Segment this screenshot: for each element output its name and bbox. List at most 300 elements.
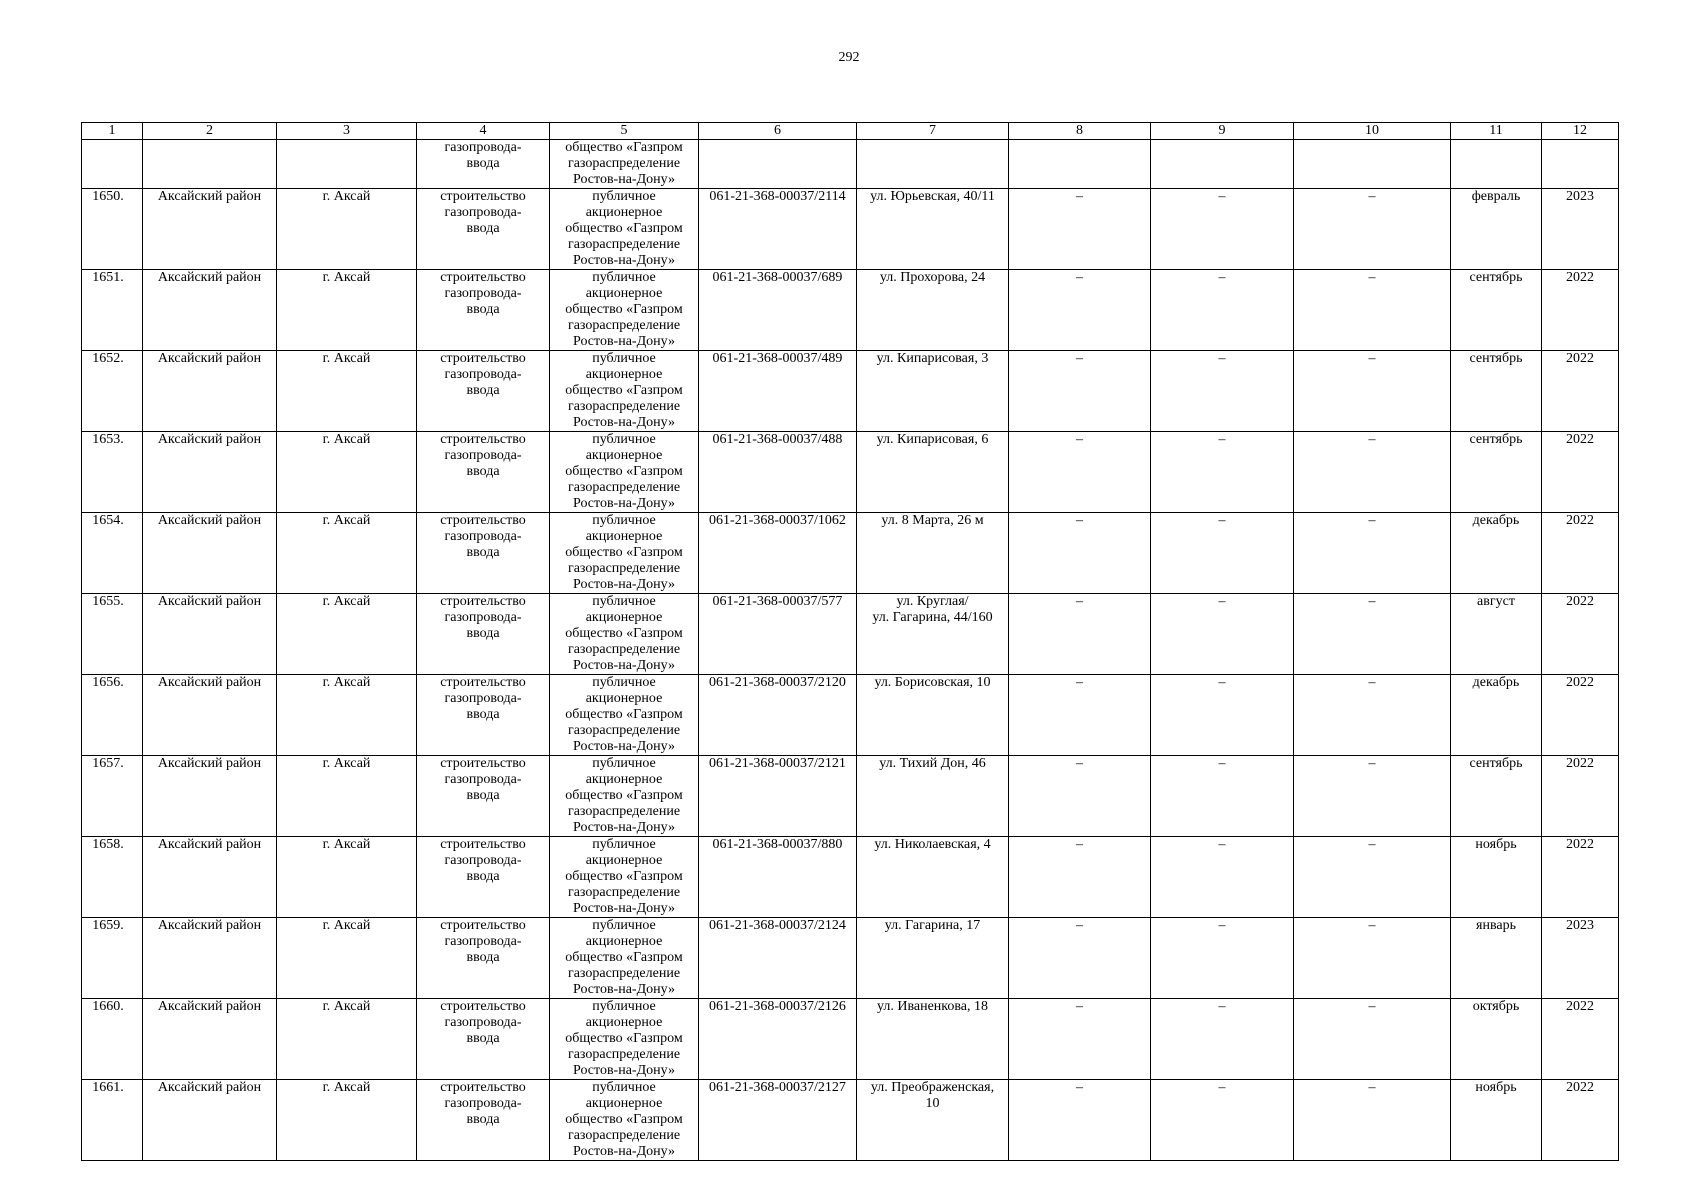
cell-month: сентябрь xyxy=(1451,270,1542,351)
cell-permit-code: 061-21-368-00037/880 xyxy=(699,837,857,918)
cell-line: строительство xyxy=(440,270,526,285)
cell-month: декабрь xyxy=(1451,675,1542,756)
cell-line: газораспределение xyxy=(567,1128,681,1143)
cell-city xyxy=(277,140,417,189)
cell-line: Ростов-на-Дону» xyxy=(573,577,675,592)
cell-line: газораспределение xyxy=(567,723,681,738)
page-number: 292 xyxy=(838,50,860,65)
cell-work-type xyxy=(417,675,550,756)
cell-number xyxy=(82,140,143,189)
cell-line: газопровода- xyxy=(444,1096,522,1111)
cell-line: акционерное xyxy=(585,691,663,706)
cell-permit-code: 061-21-368-00037/2121 xyxy=(699,756,857,837)
cell-work-type xyxy=(417,999,550,1080)
cell-line: газопровода- xyxy=(444,140,522,155)
cell-line: публичное xyxy=(592,351,656,366)
cell-district: Аксайский район xyxy=(143,918,277,999)
cell-col-10: – xyxy=(1294,756,1451,837)
column-number-row xyxy=(82,123,1619,140)
table-row xyxy=(82,756,1619,837)
cell-address xyxy=(857,351,1009,432)
cell-organization xyxy=(550,837,699,918)
cell-col-8: – xyxy=(1009,513,1151,594)
cell-line: газораспределение xyxy=(567,156,681,171)
cell-line: акционерное xyxy=(585,448,663,463)
cell-line: строительство xyxy=(440,756,526,771)
cell-address xyxy=(857,756,1009,837)
cell-number: 1658. xyxy=(82,837,143,918)
cell-year: 2022 xyxy=(1542,432,1619,513)
cell-organization xyxy=(550,140,699,189)
cell-col-10: – xyxy=(1294,594,1451,675)
cell-line: общество «Газпром xyxy=(565,950,683,965)
cell-line: газораспределение xyxy=(567,561,681,576)
cell-line: строительство xyxy=(440,1080,526,1095)
cell-line: ввода xyxy=(466,1031,500,1046)
cell-organization xyxy=(550,189,699,270)
cell-line: Ростов-на-Дону» xyxy=(573,982,675,997)
cell-col-9: – xyxy=(1151,351,1294,432)
column-header-1: 1 xyxy=(82,123,143,140)
cell-line: строительство xyxy=(440,432,526,447)
cell-line: газопровода- xyxy=(444,205,522,220)
cell-year: 2022 xyxy=(1542,513,1619,594)
cell-organization xyxy=(550,351,699,432)
cell-line: Ростов-на-Дону» xyxy=(573,901,675,916)
cell-col-9: – xyxy=(1151,999,1294,1080)
cell-line: общество «Газпром xyxy=(565,464,683,479)
cell-line: строительство xyxy=(440,189,526,204)
cell-line: газораспределение xyxy=(567,480,681,495)
cell-district: Аксайский район xyxy=(143,999,277,1080)
cell-permit-code: 061-21-368-00037/2126 xyxy=(699,999,857,1080)
cell-work-type xyxy=(417,432,550,513)
cell-line: ввода xyxy=(466,950,500,965)
cell-line: газораспределение xyxy=(567,399,681,414)
cell-city: г. Аксай xyxy=(277,432,417,513)
cell-address xyxy=(857,1080,1009,1161)
cell-work-type xyxy=(417,756,550,837)
cell-permit-code: 061-21-368-00037/1062 xyxy=(699,513,857,594)
cell-line: акционерное xyxy=(585,934,663,949)
cell-city: г. Аксай xyxy=(277,999,417,1080)
cell-permit-code: 061-21-368-00037/689 xyxy=(699,270,857,351)
cell-col-8: – xyxy=(1009,1080,1151,1161)
cell-permit-code: 061-21-368-00037/2120 xyxy=(699,675,857,756)
cell-line: акционерное xyxy=(585,772,663,787)
cell-line: Ростов-на-Дону» xyxy=(573,658,675,673)
cell-line: 10 xyxy=(925,1096,940,1111)
cell-line: публичное xyxy=(592,432,656,447)
cell-address xyxy=(857,270,1009,351)
cell-organization xyxy=(550,918,699,999)
column-header-8: 8 xyxy=(1009,123,1151,140)
cell-city: г. Аксай xyxy=(277,675,417,756)
cell-line: ввода xyxy=(466,221,500,236)
cell-line: газораспределение xyxy=(567,885,681,900)
column-header-3: 3 xyxy=(277,123,417,140)
cell-year: 2023 xyxy=(1542,918,1619,999)
table-body xyxy=(82,140,1619,1161)
cell-district: Аксайский район xyxy=(143,1080,277,1161)
table-row xyxy=(82,189,1619,270)
cell-col-9: – xyxy=(1151,432,1294,513)
cell-year: 2022 xyxy=(1542,756,1619,837)
cell-line: газораспределение xyxy=(567,966,681,981)
cell-col-9: – xyxy=(1151,513,1294,594)
table-row xyxy=(82,432,1619,513)
cell-district: Аксайский район xyxy=(143,351,277,432)
cell-col-9: – xyxy=(1151,1080,1294,1161)
cell-work-type xyxy=(417,189,550,270)
cell-district: Аксайский район xyxy=(143,189,277,270)
cell-permit-code: 061-21-368-00037/577 xyxy=(699,594,857,675)
cell-address xyxy=(857,594,1009,675)
cell-organization xyxy=(550,513,699,594)
cell-line: акционерное xyxy=(585,853,663,868)
column-header-9: 9 xyxy=(1151,123,1294,140)
cell-city: г. Аксай xyxy=(277,594,417,675)
cell-work-type xyxy=(417,837,550,918)
cell-permit-code: 061-21-368-00037/2127 xyxy=(699,1080,857,1161)
cell-line: газопровода- xyxy=(444,367,522,382)
cell-work-type xyxy=(417,918,550,999)
cell-line: акционерное xyxy=(585,1015,663,1030)
cell-district: Аксайский район xyxy=(143,270,277,351)
cell-col-10: – xyxy=(1294,675,1451,756)
cell-col-10: – xyxy=(1294,270,1451,351)
cell-line: ул. Иваненкова, 18 xyxy=(876,999,989,1014)
cell-col-9: – xyxy=(1151,756,1294,837)
cell-line: ввода xyxy=(466,869,500,884)
cell-line: ул. Преображенская, xyxy=(870,1080,995,1095)
cell-work-type xyxy=(417,594,550,675)
cell-line: публичное xyxy=(592,594,656,609)
cell-col-9: – xyxy=(1151,918,1294,999)
cell-line: публичное xyxy=(592,918,656,933)
cell-col-9: – xyxy=(1151,675,1294,756)
cell-col-9: – xyxy=(1151,189,1294,270)
cell-district: Аксайский район xyxy=(143,513,277,594)
column-header-5: 5 xyxy=(550,123,699,140)
cell-line: ввода xyxy=(466,383,500,398)
cell-col-11 xyxy=(1451,140,1542,189)
cell-line: газораспределение xyxy=(567,804,681,819)
cell-district: Аксайский район xyxy=(143,432,277,513)
cell-col-10 xyxy=(1294,140,1451,189)
cell-col-8: – xyxy=(1009,918,1151,999)
cell-line: ул. Прохорова, 24 xyxy=(879,270,986,285)
cell-line: строительство xyxy=(440,999,526,1014)
cell-col-9 xyxy=(1151,140,1294,189)
cell-col-10: – xyxy=(1294,1080,1451,1161)
cell-line: газораспределение xyxy=(567,237,681,252)
cell-line: общество «Газпром xyxy=(565,545,683,560)
cell-address xyxy=(857,675,1009,756)
cell-col-12 xyxy=(1542,140,1619,189)
column-header-6: 6 xyxy=(699,123,857,140)
cell-city: г. Аксай xyxy=(277,756,417,837)
cell-col-8: – xyxy=(1009,999,1151,1080)
cell-number: 1652. xyxy=(82,351,143,432)
cell-line: Ростов-на-Дону» xyxy=(573,496,675,511)
cell-line: ул. Гагарина, 44/160 xyxy=(872,610,993,625)
cell-line: строительство xyxy=(440,594,526,609)
cell-address xyxy=(857,999,1009,1080)
cell-line: ввода xyxy=(466,1112,500,1127)
cell-line: газопровода- xyxy=(444,934,522,949)
cell-line: общество «Газпром xyxy=(565,869,683,884)
cell-line: газопровода- xyxy=(444,691,522,706)
cell-organization xyxy=(550,1080,699,1161)
cell-line: Ростов-на-Дону» xyxy=(573,739,675,754)
cell-line: ул. Николаевская, 4 xyxy=(874,837,991,852)
cell-number: 1660. xyxy=(82,999,143,1080)
cell-line: газопровода- xyxy=(444,448,522,463)
table-row xyxy=(82,837,1619,918)
table-row xyxy=(82,675,1619,756)
cell-year: 2022 xyxy=(1542,270,1619,351)
cell-month: ноябрь xyxy=(1451,1080,1542,1161)
cell-address xyxy=(857,513,1009,594)
cell-line: ул. Кипарисовая, 3 xyxy=(876,351,989,366)
cell-month: октябрь xyxy=(1451,999,1542,1080)
column-header-11: 11 xyxy=(1451,123,1542,140)
cell-organization xyxy=(550,756,699,837)
cell-line: публичное xyxy=(592,756,656,771)
cell-line: газопровода- xyxy=(444,529,522,544)
cell-organization xyxy=(550,594,699,675)
cell-col-9: – xyxy=(1151,837,1294,918)
cell-line: ввода xyxy=(466,788,500,803)
cell-col-10: – xyxy=(1294,351,1451,432)
cell-number: 1659. xyxy=(82,918,143,999)
cell-line: ул. Круглая/ xyxy=(896,594,969,609)
cell-line: строительство xyxy=(440,837,526,852)
cell-address xyxy=(857,432,1009,513)
cell-line: Ростов-на-Дону» xyxy=(573,820,675,835)
cell-number: 1657. xyxy=(82,756,143,837)
table-row xyxy=(82,351,1619,432)
cell-col-10: – xyxy=(1294,918,1451,999)
cell-line: публичное xyxy=(592,1080,656,1095)
cell-line: ввода xyxy=(466,626,500,641)
table-row-continuation xyxy=(82,140,1619,189)
cell-permit-code: 061-21-368-00037/2124 xyxy=(699,918,857,999)
cell-line: газопровода- xyxy=(444,1015,522,1030)
cell-line: строительство xyxy=(440,351,526,366)
cell-col-10: – xyxy=(1294,189,1451,270)
cell-year: 2022 xyxy=(1542,999,1619,1080)
cell-col-8: – xyxy=(1009,351,1151,432)
cell-col-10: – xyxy=(1294,837,1451,918)
cell-year: 2022 xyxy=(1542,594,1619,675)
cell-col-8: – xyxy=(1009,432,1151,513)
cell-work-type xyxy=(417,513,550,594)
cell-col-10: – xyxy=(1294,999,1451,1080)
cell-line: общество «Газпром xyxy=(565,788,683,803)
cell-city: г. Аксай xyxy=(277,837,417,918)
cell-year: 2022 xyxy=(1542,1080,1619,1161)
cell-permit-code: 061-21-368-00037/489 xyxy=(699,351,857,432)
cell-line: ул. Кипарисовая, 6 xyxy=(876,432,989,447)
cell-organization xyxy=(550,432,699,513)
cell-col-10: – xyxy=(1294,513,1451,594)
cell-district: Аксайский район xyxy=(143,837,277,918)
cell-line: Ростов-на-Дону» xyxy=(573,1063,675,1078)
cell-line: публичное xyxy=(592,837,656,852)
cell-col-8: – xyxy=(1009,675,1151,756)
cell-year: 2023 xyxy=(1542,189,1619,270)
cell-city: г. Аксай xyxy=(277,189,417,270)
cell-work-type xyxy=(417,351,550,432)
cell-line: общество «Газпром xyxy=(565,221,683,236)
cell-month: сентябрь xyxy=(1451,351,1542,432)
cell-col-6 xyxy=(699,140,857,189)
cell-line: строительство xyxy=(440,513,526,528)
cell-line: газораспределение xyxy=(567,642,681,657)
column-header-10: 10 xyxy=(1294,123,1451,140)
cell-line: газораспределение xyxy=(567,318,681,333)
cell-col-9: – xyxy=(1151,270,1294,351)
table-row xyxy=(82,594,1619,675)
cell-city: г. Аксай xyxy=(277,270,417,351)
cell-city: г. Аксай xyxy=(277,513,417,594)
cell-line: публичное xyxy=(592,270,656,285)
cell-number: 1654. xyxy=(82,513,143,594)
cell-line: публичное xyxy=(592,189,656,204)
cell-permit-code: 061-21-368-00037/2114 xyxy=(699,189,857,270)
cell-district: Аксайский район xyxy=(143,756,277,837)
cell-line: общество «Газпром xyxy=(565,707,683,722)
cell-col-8: – xyxy=(1009,594,1151,675)
table-row xyxy=(82,270,1619,351)
cell-line: газопровода- xyxy=(444,853,522,868)
cell-month: сентябрь xyxy=(1451,432,1542,513)
cell-organization xyxy=(550,675,699,756)
cell-line: общество «Газпром xyxy=(565,383,683,398)
cell-district: Аксайский район xyxy=(143,594,277,675)
cell-col-8: – xyxy=(1009,189,1151,270)
cell-year: 2022 xyxy=(1542,837,1619,918)
cell-line: ул. Гагарина, 17 xyxy=(884,918,981,933)
cell-col-10: – xyxy=(1294,432,1451,513)
cell-line: газопровода- xyxy=(444,610,522,625)
cell-col-7 xyxy=(857,140,1009,189)
column-header-2: 2 xyxy=(143,123,277,140)
cell-address xyxy=(857,837,1009,918)
cell-line: акционерное xyxy=(585,205,663,220)
cell-number: 1650. xyxy=(82,189,143,270)
table-row xyxy=(82,513,1619,594)
table-row xyxy=(82,1080,1619,1161)
cell-line: ввода xyxy=(466,302,500,317)
cell-line: Ростов-на-Дону» xyxy=(573,253,675,268)
cell-organization xyxy=(550,999,699,1080)
cell-line: публичное xyxy=(592,999,656,1014)
cell-address xyxy=(857,918,1009,999)
cell-month: август xyxy=(1451,594,1542,675)
cell-line: ввода xyxy=(466,464,500,479)
cell-line: Ростов-на-Дону» xyxy=(573,334,675,349)
cell-line: ул. 8 Марта, 26 м xyxy=(881,513,984,528)
column-header-12: 12 xyxy=(1542,123,1619,140)
cell-col-8: – xyxy=(1009,756,1151,837)
column-header-4: 4 xyxy=(417,123,550,140)
cell-line: ввода xyxy=(466,707,500,722)
cell-line: публичное xyxy=(592,675,656,690)
cell-number: 1661. xyxy=(82,1080,143,1161)
cell-permit-code: 061-21-368-00037/488 xyxy=(699,432,857,513)
cell-organization xyxy=(550,270,699,351)
cell-line: акционерное xyxy=(585,529,663,544)
cell-month: январь xyxy=(1451,918,1542,999)
cell-col-8: – xyxy=(1009,270,1151,351)
cell-work-type xyxy=(417,270,550,351)
cell-line: акционерное xyxy=(585,286,663,301)
cell-city: г. Аксай xyxy=(277,351,417,432)
cell-col-8 xyxy=(1009,140,1151,189)
cell-work-type xyxy=(417,140,550,189)
cell-line: строительство xyxy=(440,918,526,933)
cell-line: общество «Газпром xyxy=(565,302,683,317)
cell-line: общество «Газпром xyxy=(565,1031,683,1046)
cell-line: газопровода- xyxy=(444,286,522,301)
cell-line: общество «Газпром xyxy=(565,626,683,641)
cell-district xyxy=(143,140,277,189)
cell-month: сентябрь xyxy=(1451,756,1542,837)
cell-number: 1653. xyxy=(82,432,143,513)
cell-line: Ростов-на-Дону» xyxy=(573,1144,675,1159)
cell-col-9: – xyxy=(1151,594,1294,675)
cell-month: февраль xyxy=(1451,189,1542,270)
cell-number: 1656. xyxy=(82,675,143,756)
column-header-7: 7 xyxy=(857,123,1009,140)
cell-year: 2022 xyxy=(1542,675,1619,756)
table-row xyxy=(82,918,1619,999)
cell-line: акционерное xyxy=(585,1096,663,1111)
cell-line: общество «Газпром xyxy=(565,140,683,155)
cell-line: общество «Газпром xyxy=(565,1112,683,1127)
cell-city: г. Аксай xyxy=(277,918,417,999)
cell-line: Ростов-на-Дону» xyxy=(573,415,675,430)
table-row xyxy=(82,999,1619,1080)
cell-line: ул. Юрьевская, 40/11 xyxy=(870,189,995,204)
gas-pipeline-registry-table xyxy=(81,122,1619,1161)
cell-line: акционерное xyxy=(585,367,663,382)
cell-line: ул. Тихий Дон, 46 xyxy=(879,756,986,771)
cell-line: ввода xyxy=(466,156,500,171)
cell-line: Ростов-на-Дону» xyxy=(573,172,675,187)
cell-line: ввода xyxy=(466,545,500,560)
cell-month: декабрь xyxy=(1451,513,1542,594)
cell-number: 1655. xyxy=(82,594,143,675)
cell-line: строительство xyxy=(440,675,526,690)
cell-year: 2022 xyxy=(1542,351,1619,432)
cell-work-type xyxy=(417,1080,550,1161)
cell-number: 1651. xyxy=(82,270,143,351)
cell-district: Аксайский район xyxy=(143,675,277,756)
cell-month: ноябрь xyxy=(1451,837,1542,918)
cell-col-8: – xyxy=(1009,837,1151,918)
cell-address xyxy=(857,189,1009,270)
cell-line: ул. Борисовская, 10 xyxy=(874,675,991,690)
table-header xyxy=(82,123,1619,140)
cell-city: г. Аксай xyxy=(277,1080,417,1161)
cell-line: публичное xyxy=(592,513,656,528)
cell-line: газопровода- xyxy=(444,772,522,787)
cell-line: газораспределение xyxy=(567,1047,681,1062)
